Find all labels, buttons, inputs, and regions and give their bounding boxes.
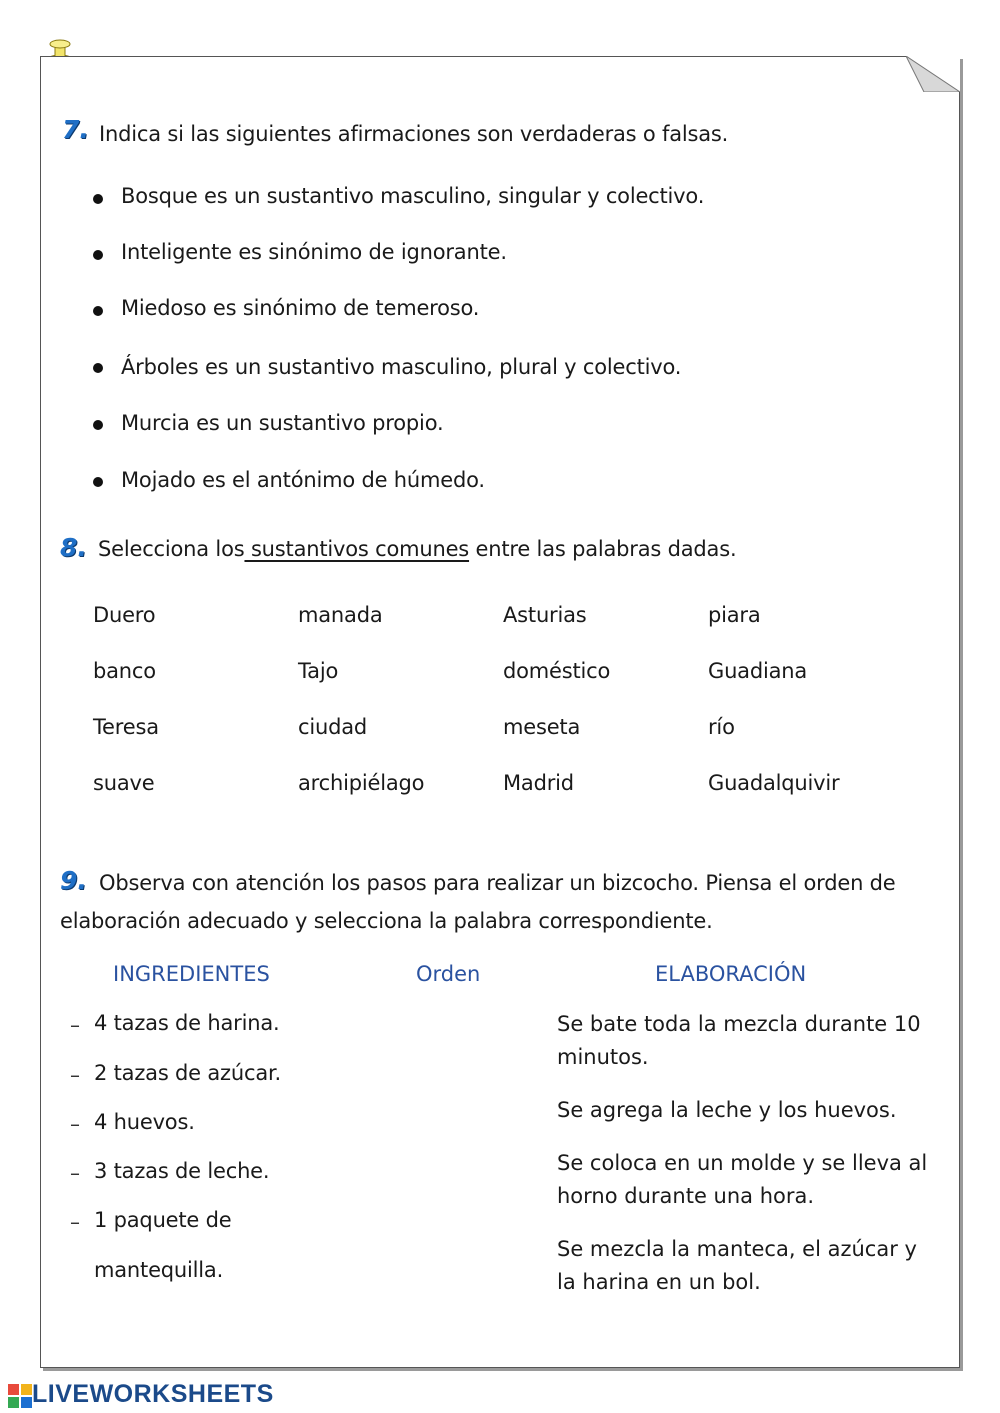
statement-3[interactable]: Miedoso es sinónimo de temeroso. (121, 296, 480, 320)
question-7-instruction: Indica si las siguientes afirmaciones son verdaderas o falsas. (99, 122, 729, 146)
word-option[interactable]: manada (298, 603, 383, 627)
elaboration-header: ELABORACIÓN (655, 962, 807, 986)
word-option[interactable]: banco (93, 659, 156, 683)
word-option[interactable]: Duero (93, 603, 156, 627)
question-9-instruction-line2: elaboración adecuado y selecciona la palabra correspondiente. (60, 909, 713, 933)
bullet-icon (93, 420, 103, 430)
question-8-instruction (98, 537, 736, 561)
bullet-icon (93, 306, 103, 316)
elaboration-step-1[interactable]: Se bate toda la mezcla durante 10 minutos. (557, 1012, 921, 1069)
question-9-number: 9. (60, 866, 87, 895)
ingredient-item: 1 paquete de (94, 1208, 232, 1232)
word-option[interactable]: Tajo (298, 659, 339, 683)
ingredient-item: 3 tazas de leche. (94, 1159, 270, 1183)
word-option[interactable]: ciudad (298, 715, 368, 739)
word-option[interactable]: meseta (503, 715, 581, 739)
question-9-instruction-line1: Observa con atención los pasos para realizar un bizcocho. Piensa el orden de (99, 871, 896, 895)
page-fold-corner (906, 56, 960, 92)
order-header: Orden (416, 962, 481, 986)
word-option[interactable]: río (708, 715, 735, 739)
ingredient-item: 4 huevos. (94, 1110, 195, 1134)
word-option[interactable]: suave (93, 771, 155, 795)
word-option[interactable]: Guadalquivir (708, 771, 840, 795)
question-8-number: 8. (60, 533, 87, 562)
bullet-icon (93, 194, 103, 204)
instruction-post: entre las palabras dadas. (469, 537, 737, 561)
word-option[interactable]: Guadiana (708, 659, 808, 683)
ingredient-item-continued: mantequilla. (94, 1258, 224, 1282)
bullet-icon (93, 363, 103, 373)
dash-icon: – (70, 1161, 80, 1185)
word-option[interactable]: doméstico (503, 659, 611, 683)
word-option[interactable]: archipiélago (298, 771, 425, 795)
dash-icon: – (70, 1210, 80, 1234)
question-7-number: 7. (62, 115, 89, 144)
ingredient-item: 2 tazas de azúcar. (94, 1061, 281, 1085)
dash-icon: – (70, 1112, 80, 1136)
elaboration-step-2[interactable]: Se agrega la leche y los huevos. (557, 1098, 897, 1122)
ingredient-item: 4 tazas de harina. (94, 1011, 280, 1035)
dash-icon: – (70, 1013, 80, 1037)
elaboration-step-3[interactable]: Se coloca en un molde y se lleva al horno durante una hora. (557, 1151, 928, 1208)
word-option[interactable]: piara (708, 603, 761, 627)
ingredients-header: INGREDIENTES (113, 962, 270, 986)
statement-5[interactable]: Murcia es un sustantivo propio. (121, 411, 444, 435)
bullet-icon (93, 250, 103, 260)
word-option[interactable]: Teresa (93, 715, 159, 739)
instruction-underlined: sustantivos comunes (244, 537, 470, 561)
statement-6[interactable]: Mojado es el antónimo de húmedo. (121, 468, 485, 492)
elaboration-step-4[interactable]: Se mezcla la manteca, el azúcar y la harina en un bol. (557, 1237, 917, 1294)
statement-1[interactable]: Bosque es un sustantivo masculino, singular y colectivo. (121, 184, 705, 208)
statement-4[interactable]: Árboles es un sustantivo masculino, plural y colectivo. (121, 355, 682, 379)
liveworksheets-logo-icon (8, 1383, 32, 1409)
statement-2[interactable]: Inteligente es sinónimo de ignorante. (121, 240, 507, 264)
word-option[interactable]: Asturias (503, 603, 587, 627)
word-option[interactable]: Madrid (503, 771, 574, 795)
dash-icon: – (70, 1063, 80, 1087)
brand-name: LIVEWORKSHEETS (32, 1380, 274, 1408)
instruction-pre: Selecciona los (98, 537, 245, 561)
bullet-icon (93, 477, 103, 487)
